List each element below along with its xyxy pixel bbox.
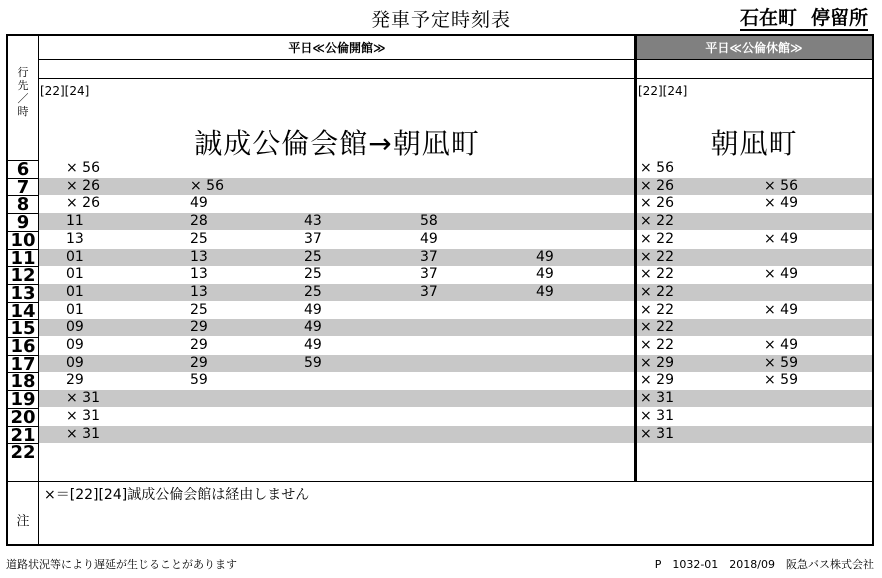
departure-minute-closed: × 29 xyxy=(640,372,674,389)
departure-minute-open: 29 xyxy=(66,372,84,389)
departure-minute-open: 09 xyxy=(66,337,84,353)
side-label-char: 時 xyxy=(17,105,29,118)
hour-row xyxy=(8,353,872,375)
hour-label: 16 xyxy=(8,337,38,354)
hour-label: 9 xyxy=(8,213,38,230)
hour-row xyxy=(8,424,872,446)
note-divider xyxy=(8,481,872,482)
departure-minute-open: 37 xyxy=(420,248,438,265)
weekday-closed-header: 平日≪公倫休館≫ xyxy=(636,36,872,60)
departure-minute-open: 13 xyxy=(190,266,208,283)
departure-minute-closed: × 22 xyxy=(640,248,674,265)
hour-row xyxy=(8,229,872,251)
timetable-frame xyxy=(6,34,874,546)
hour-label: 22 xyxy=(8,443,38,460)
departure-minute-open: 09 xyxy=(66,354,84,371)
hour-row xyxy=(8,265,872,287)
departure-minute-open: 49 xyxy=(304,337,322,353)
hour-label: 15 xyxy=(8,319,38,336)
weekday-open-route: [22][24] xyxy=(40,84,90,98)
side-label-char: ／ xyxy=(17,92,29,105)
departure-minute-open: 37 xyxy=(420,283,438,300)
side-label xyxy=(8,66,38,118)
departure-minute-open: 25 xyxy=(304,283,322,300)
hour-row xyxy=(8,176,872,198)
hour-label: 17 xyxy=(8,355,38,372)
departure-minute-closed: × 49 xyxy=(764,195,798,212)
departure-minute-closed: × 22 xyxy=(640,213,674,230)
section-divider xyxy=(634,36,637,481)
departure-minute-open: × 26 xyxy=(66,177,100,194)
departure-minute-open: 49 xyxy=(420,230,438,247)
departure-minute-closed: × 49 xyxy=(764,230,798,247)
stop-name xyxy=(740,7,868,31)
departure-minute-open: 59 xyxy=(190,372,208,389)
departure-minute-closed: × 56 xyxy=(640,160,674,176)
departure-minute-open: 49 xyxy=(190,195,208,212)
departure-minute-open: 29 xyxy=(190,319,208,336)
departure-minute-closed: × 31 xyxy=(640,407,674,424)
hour-label: 18 xyxy=(8,372,38,389)
departure-minute-open: 11 xyxy=(66,213,84,230)
row-shade xyxy=(39,178,634,195)
departure-minute-closed: × 22 xyxy=(640,266,674,283)
departure-minute-open: 25 xyxy=(190,230,208,247)
departure-minute-open: × 31 xyxy=(66,407,100,424)
departure-minute-open: 49 xyxy=(304,301,322,318)
departure-minute-open: 59 xyxy=(304,354,322,371)
hour-label: 10 xyxy=(8,231,38,248)
note-text: ×＝[22][24]誠成公倫会館は経由しません xyxy=(44,487,310,503)
hour-row xyxy=(8,282,872,304)
departure-minute-closed: × 22 xyxy=(640,283,674,300)
route-divider xyxy=(38,78,872,79)
row-shade xyxy=(39,319,634,336)
departure-minute-open: 01 xyxy=(66,301,84,318)
hour-label: 6 xyxy=(8,160,38,177)
departure-minute-open: 49 xyxy=(304,319,322,336)
departure-minute-closed: × 31 xyxy=(640,425,674,442)
row-shade xyxy=(39,390,634,407)
departure-minute-open: 49 xyxy=(536,248,554,265)
stop-name-text: 石在町 xyxy=(739,7,797,29)
departure-minute-closed: × 22 xyxy=(640,230,674,247)
departure-minute-open: × 56 xyxy=(190,177,224,194)
hour-label: 13 xyxy=(8,284,38,301)
departure-minute-open: 13 xyxy=(190,248,208,265)
hour-label: 11 xyxy=(8,249,38,266)
publisher-info: P 1032-01 2018/09 阪急バス株式会社 xyxy=(654,558,874,571)
departure-minute-open: 25 xyxy=(190,301,208,318)
hour-row xyxy=(8,194,872,216)
departure-minute-open: 01 xyxy=(66,283,84,300)
departure-minute-closed: × 26 xyxy=(640,195,674,212)
weekday-closed-destination: 朝凪町 xyxy=(710,127,798,160)
departure-minute-open: 25 xyxy=(304,248,322,265)
departure-minute-open: 43 xyxy=(304,213,322,230)
departure-minute-closed: × 29 xyxy=(640,354,674,371)
departure-minute-open: 01 xyxy=(66,266,84,283)
departure-minute-closed: × 49 xyxy=(764,337,798,353)
departure-minute-closed: × 22 xyxy=(640,319,674,336)
row-shade xyxy=(39,213,634,230)
hour-row xyxy=(8,247,872,269)
hour-row xyxy=(8,406,872,428)
departure-minute-open: 29 xyxy=(190,337,208,353)
departure-minute-open: 29 xyxy=(190,354,208,371)
hour-label: 19 xyxy=(8,390,38,407)
hour-label: 8 xyxy=(8,195,38,212)
hour-row xyxy=(8,212,872,234)
weekday-open-header: 平日≪公倫開館≫ xyxy=(38,36,636,60)
departure-minute-open: 28 xyxy=(190,213,208,230)
departure-minute-closed: × 59 xyxy=(764,372,798,389)
hour-row xyxy=(8,300,872,322)
departure-minute-open: 13 xyxy=(190,283,208,300)
departure-minute-open: × 31 xyxy=(66,390,100,407)
departure-minute-open: 49 xyxy=(536,266,554,283)
departure-minute-open: 37 xyxy=(420,266,438,283)
hour-label: 21 xyxy=(8,426,38,443)
departure-minute-open: 13 xyxy=(66,230,84,247)
stop-label: 停留所 xyxy=(810,7,868,29)
departure-minute-closed: × 49 xyxy=(764,266,798,283)
departure-minute-open: 58 xyxy=(420,213,438,230)
departure-minute-closed: × 56 xyxy=(764,177,798,194)
departure-minute-open: 09 xyxy=(66,319,84,336)
hour-label: 14 xyxy=(8,302,38,319)
departure-minute-closed: × 22 xyxy=(640,337,674,353)
hour-label: 7 xyxy=(8,178,38,195)
hour-row xyxy=(8,159,872,180)
departure-minute-open: × 26 xyxy=(66,195,100,212)
weekday-closed-route: [22][24] xyxy=(638,84,688,98)
row-shade xyxy=(39,355,634,372)
departure-minute-closed: × 59 xyxy=(764,354,798,371)
timetable-title: 発車予定時刻表 xyxy=(370,9,511,31)
departure-minute-closed: × 26 xyxy=(640,177,674,194)
departure-minute-closed: × 22 xyxy=(640,301,674,318)
delay-notice: 道路状況等により遅延が生じることがあります xyxy=(6,558,237,571)
side-label-char: 行 xyxy=(17,66,29,79)
note-label: 注 xyxy=(16,514,30,529)
hour-column-divider xyxy=(38,36,39,544)
departure-minute-open: × 56 xyxy=(66,160,100,176)
hour-label: 12 xyxy=(8,266,38,283)
hour-label: 20 xyxy=(8,408,38,425)
departure-minute-open: 49 xyxy=(536,283,554,300)
hour-row xyxy=(8,442,872,464)
departure-minute-open: 01 xyxy=(66,248,84,265)
hour-row xyxy=(8,318,872,340)
departure-minute-closed: × 49 xyxy=(764,301,798,318)
side-label-char: 先 xyxy=(17,79,29,92)
row-shade xyxy=(39,426,634,443)
hour-row xyxy=(8,389,872,411)
departure-minute-closed: × 31 xyxy=(640,390,674,407)
departure-minute-open: 25 xyxy=(304,266,322,283)
weekday-open-destination: 誠成公倫会館→朝凪町 xyxy=(194,127,480,160)
hour-row xyxy=(8,371,872,393)
departure-minute-open: × 31 xyxy=(66,425,100,442)
hour-row xyxy=(8,336,872,357)
departure-minute-open: 37 xyxy=(304,230,322,247)
